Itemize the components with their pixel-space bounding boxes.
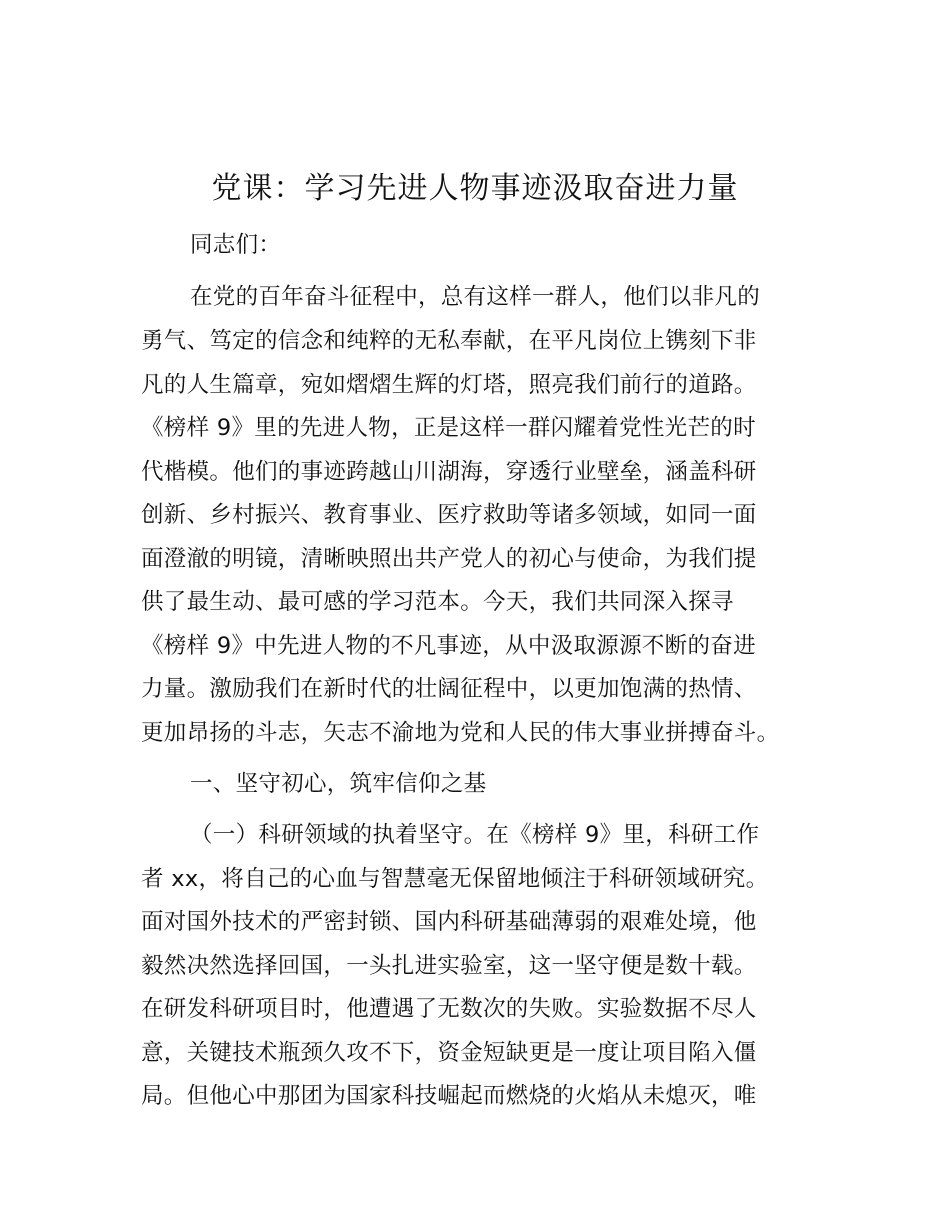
paragraph-1-line-7: 面澄澈的明镜，清晰映照出共产党人的初心与使命，为我们提 [141, 546, 757, 572]
paragraph-1-line-3: 凡的人生篇章，宛如熠熠生辉的灯塔，照亮我们前行的道路。 [141, 372, 757, 398]
paragraph-3-line-7: 局。但他心中那团为国家科技崛起而燃烧的火焰从未熄灭，唯 [141, 1083, 757, 1109]
greeting: 同志们： [190, 232, 282, 258]
paragraph-1-line-2: 勇气、笃定的信念和纯粹的无私奉献，在平凡岗位上镌刻下非 [141, 328, 757, 354]
paragraph-1-line-9: 《榜样 9》中先进人物的不凡事迹，从中汲取源源不断的奋进 [141, 633, 756, 659]
paragraph-3-line-6: 意，关键技术瓶颈久攻不下，资金短缺更是一度让项目陷入僵 [141, 1040, 757, 1066]
document-title: 党课：学习先进人物事迹汲取奋进力量 [211, 171, 739, 206]
paragraph-1-line-1: 在党的百年奋斗征程中，总有这样一群人，他们以非凡的 [190, 284, 761, 310]
paragraph-1-line-4: 《榜样 9》里的先进人物，正是这样一群闪耀着党性光芒的时 [141, 415, 756, 441]
paragraph-3-line-2: 者 xx，将自己的心血与智慧毫无保留地倾注于科研领域研究。 [141, 866, 769, 892]
paragraph-3-line-4: 毅然决然选择回国，一头扎进实验室，这一坚守便是数十载。 [141, 953, 757, 979]
paragraph-3-line-3: 面对国外技术的严密封锁、国内科研基础薄弱的艰难处境，他 [141, 909, 757, 935]
paragraph-1-line-10: 力量。激励我们在新时代的壮阔征程中，以更加饱满的热情、 [141, 676, 757, 702]
paragraph-1-line-8: 供了最生动、最可感的学习范本。今天，我们共同深入探寻 [141, 589, 734, 615]
paragraph-1-line-6: 创新、乡村振兴、教育事业、医疗救助等诸多领域，如同一面 [141, 502, 757, 528]
paragraph-3-line-1: （一）科研领域的执着坚守。在《榜样 9》里，科研工作 [190, 822, 760, 848]
paragraph-1-line-11: 更加昂扬的斗志，矢志不渝地为党和人民的伟大事业拼搏奋斗。 [141, 720, 780, 746]
paragraph-1-line-5: 代楷模。他们的事迹跨越山川湖海，穿透行业壁垒，涵盖科研 [141, 459, 757, 485]
paragraph-3-line-5: 在研发科研项目时，他遭遇了无数次的失败。实验数据不尽人 [141, 996, 757, 1022]
section-heading-1: 一、坚守初心，筑牢信仰之基 [190, 771, 487, 797]
